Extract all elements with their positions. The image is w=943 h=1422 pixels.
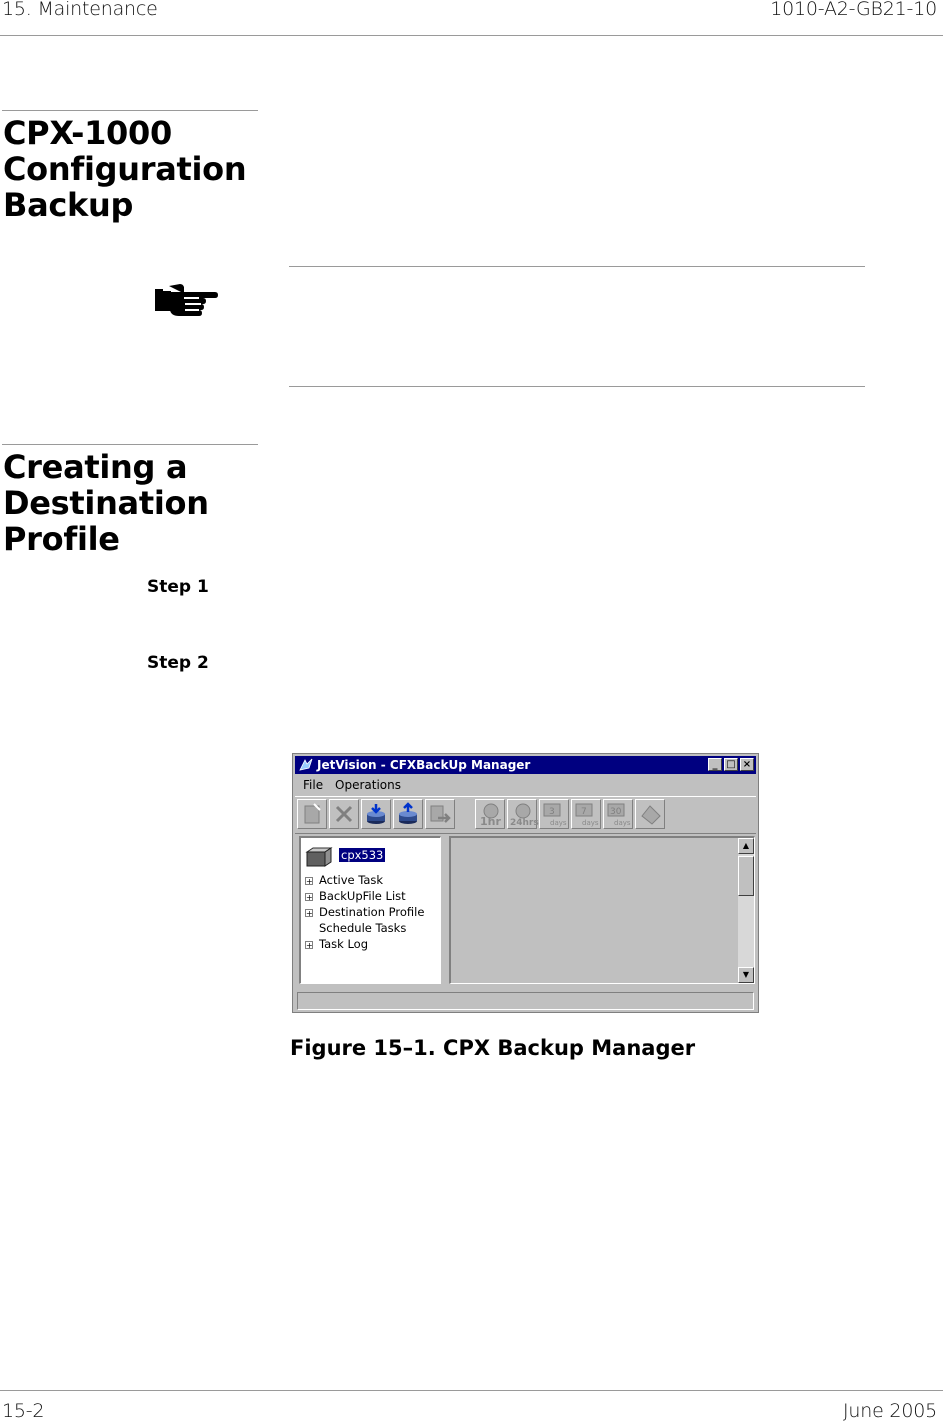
figure-caption: Figure 15–1. CPX Backup Manager (290, 1036, 696, 1060)
schedule-24hrs-button[interactable] (507, 799, 537, 829)
schedule-30days-button[interactable] (603, 799, 633, 829)
tree-item-schedule-tasks[interactable]: Schedule Tasks (319, 921, 407, 935)
database-download-icon (364, 802, 388, 826)
header-rule (0, 35, 943, 36)
file-export-icon (428, 802, 452, 826)
schedule-7days-button[interactable] (571, 799, 601, 829)
days-label: days (614, 819, 631, 827)
expand-icon[interactable]: + (306, 941, 313, 950)
heading-line: Profile (3, 520, 120, 558)
pointing-hand-icon (153, 282, 219, 322)
close-button[interactable]: × (740, 758, 754, 771)
window-title: JetVision - CFXBackUp Manager (317, 758, 531, 772)
tree-item-active-task[interactable]: Active Task (319, 873, 384, 887)
jetvision-logo-icon (299, 758, 313, 772)
header-chapter: 15. Maintenance (2, 0, 158, 20)
menu-bar (295, 776, 756, 794)
navigation-tree (299, 836, 441, 984)
expand-icon[interactable]: + (306, 877, 313, 886)
heading-line: Destination (3, 484, 209, 522)
scroll-thumb[interactable] (738, 856, 754, 896)
clock-icon (510, 802, 539, 828)
scroll-down-icon[interactable]: ▼ (738, 967, 754, 983)
tree-item-destination-profile[interactable]: Destination Profile (319, 905, 425, 919)
backup-manager-window (292, 753, 759, 1013)
restore-button[interactable] (393, 799, 423, 829)
delete-x-icon (332, 802, 356, 826)
footer-date: June 2005 (843, 1400, 937, 1422)
maximize-button[interactable]: □ (724, 758, 738, 771)
step-2-label: Step 2 (147, 653, 209, 673)
heading-line: CPX-1000 (3, 114, 172, 152)
tree-root-cpx[interactable]: cpx533 (341, 848, 384, 862)
calendar-icon (606, 802, 630, 826)
schedule-1hr-button[interactable] (475, 799, 505, 829)
toolbar (295, 796, 756, 834)
hour24-label: 24hrs (510, 818, 539, 828)
expand-icon[interactable]: + (306, 909, 313, 918)
clock-icon (478, 802, 502, 826)
new-document-icon (300, 802, 324, 826)
header-doc-number: 1010-A2-GB21-10 (770, 0, 937, 20)
section-heading-backup (3, 115, 246, 223)
days-label: days (550, 819, 567, 827)
hour1-label: 1hr (480, 815, 501, 828)
section-heading-profile (3, 449, 209, 557)
erase-button[interactable] (635, 799, 665, 829)
menu-file[interactable]: File (303, 778, 324, 792)
export-button[interactable] (425, 799, 455, 829)
days-label: days (582, 819, 599, 827)
step-1-label: Step 1 (147, 577, 209, 597)
days30-num: 30 (610, 807, 622, 817)
heading-line: Creating a (3, 448, 188, 486)
footer-page-number: 15-2 (2, 1400, 45, 1422)
scroll-up-icon[interactable]: ▲ (738, 838, 754, 854)
content-pane (449, 836, 755, 984)
section-rule (2, 444, 258, 445)
database-upload-icon (396, 802, 420, 826)
calendar-icon (542, 802, 566, 826)
schedule-3days-button[interactable] (539, 799, 569, 829)
server-icon (305, 846, 333, 868)
tree-item-task-log[interactable]: Task Log (319, 937, 369, 951)
footer-rule (0, 1390, 943, 1391)
tree-item-backupfile-list[interactable]: BackUpFile List (319, 889, 406, 903)
new-button[interactable] (297, 799, 327, 829)
days3-num: 3 (549, 807, 555, 817)
days7-num: 7 (581, 807, 587, 817)
vertical-scrollbar[interactable] (738, 838, 754, 983)
note-rule-bottom (289, 386, 865, 387)
status-bar (297, 992, 754, 1010)
calendar-icon (574, 802, 598, 826)
delete-button[interactable] (329, 799, 359, 829)
window-titlebar[interactable] (295, 756, 756, 774)
note-rule-top (289, 266, 865, 267)
minimize-button[interactable]: _ (708, 758, 722, 771)
heading-line: Configuration (3, 150, 247, 188)
menu-operations[interactable]: Operations (335, 778, 401, 792)
expand-icon[interactable]: + (306, 893, 313, 902)
backup-button[interactable] (361, 799, 391, 829)
eraser-icon (638, 802, 662, 826)
heading-line: Backup (3, 186, 134, 224)
section-rule (2, 110, 258, 111)
